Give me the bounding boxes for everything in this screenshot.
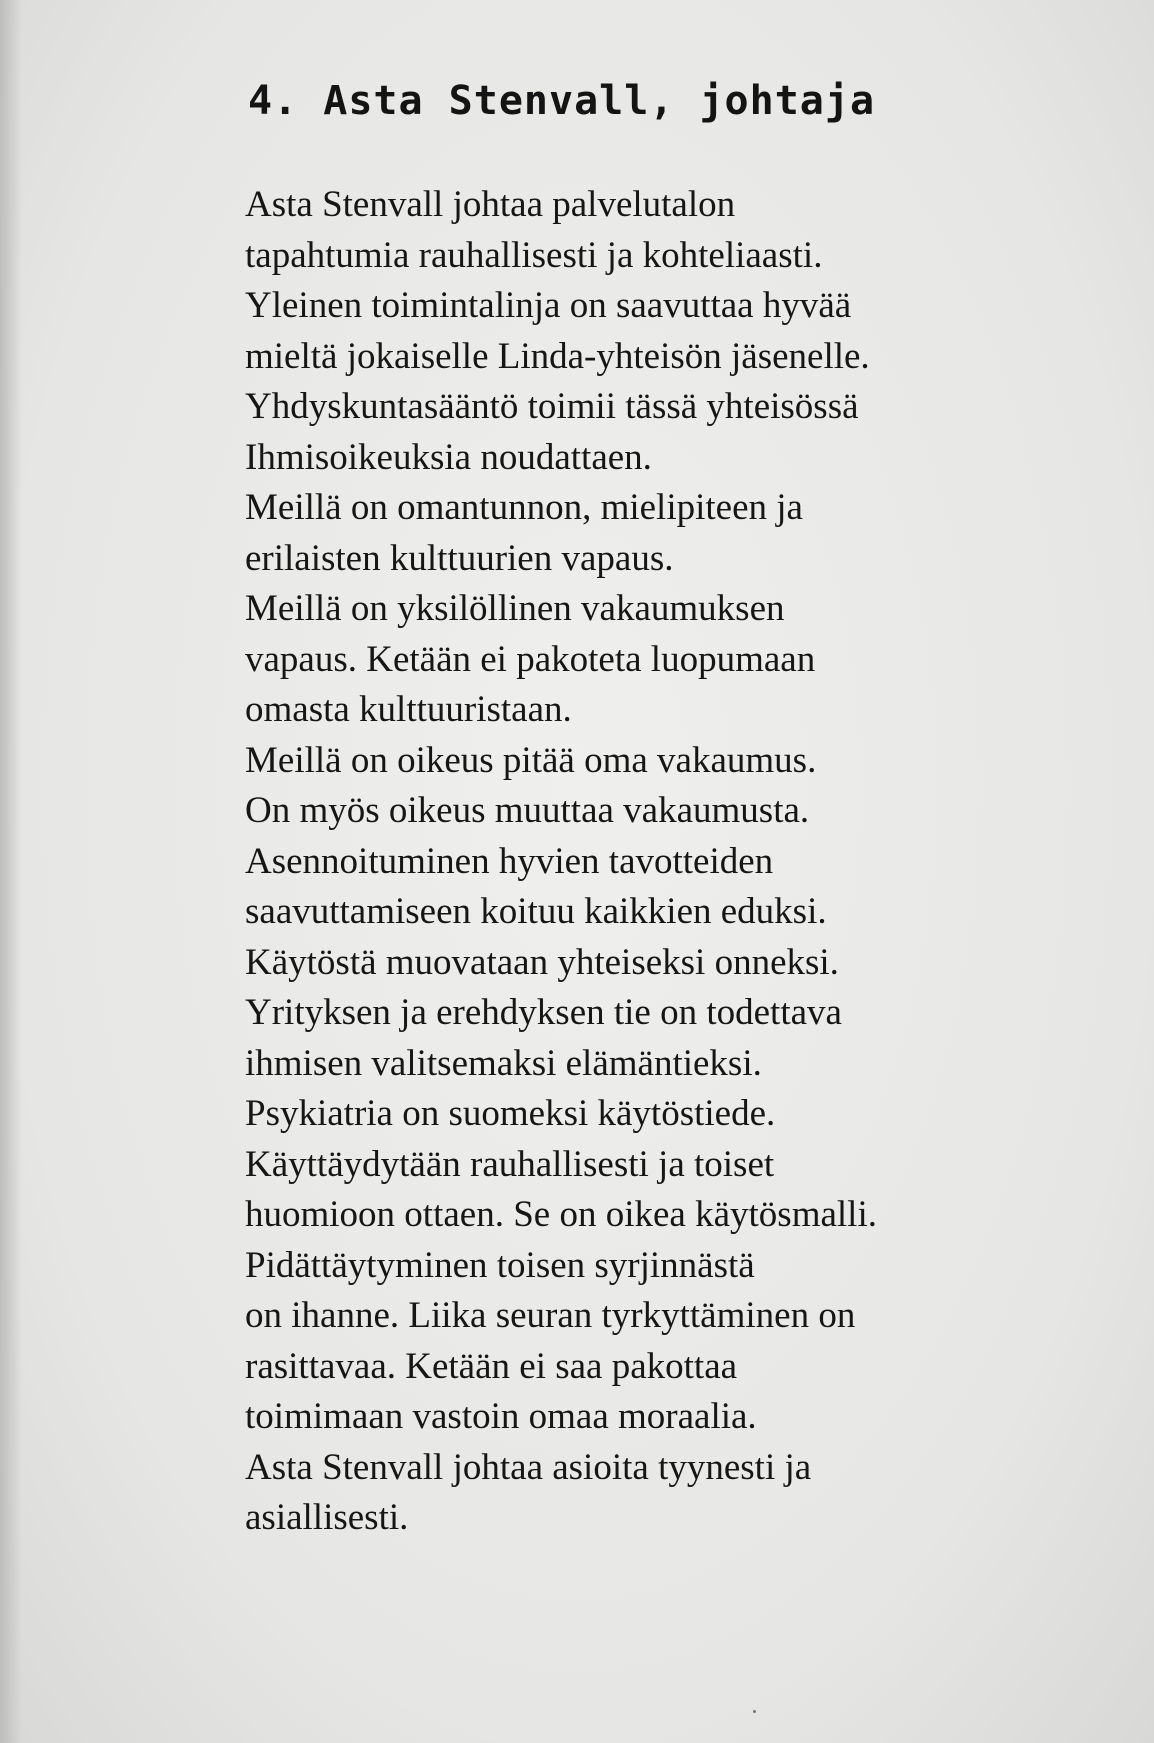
text-line: Meillä on yksilöllinen vakaumuksen <box>245 588 785 629</box>
page-edge-shadow <box>0 0 22 1743</box>
body-text <box>245 180 1105 1544</box>
text-line: tapahtumia rauhallisesti ja kohteliaasti. <box>245 234 823 276</box>
text-line: Psykiatria on suomeksi käytöstiede. <box>245 1093 776 1134</box>
text-line: asiallisesti. <box>245 1497 409 1538</box>
text-line: erilaisten kulttuurien vapaus. <box>245 537 674 579</box>
text-line: Asta Stenvall johtaa palvelutalon <box>245 184 736 225</box>
text-line: on ihanne. Liika seuran tyrkyttäminen on <box>245 1295 856 1336</box>
text-line: rasittavaa. Ketään ei saa pakottaa <box>245 1345 738 1387</box>
text-line: Ihmisoikeuksia noudattaen. <box>245 436 652 478</box>
text-line: Asta Stenvall johtaa asioita tyynesti ja <box>245 1446 812 1488</box>
text-line: omasta kulttuuristaan. <box>245 689 572 730</box>
text-line: Pidättäytyminen toisen syrjinnästä <box>245 1244 755 1286</box>
text-line: Käyttäydytään rauhallisesti ja toiset <box>245 1143 775 1185</box>
scan-speck <box>753 1710 756 1713</box>
text-line: Käytöstä muovataan yhteiseksi onneksi. <box>245 941 839 983</box>
text-line: mieltä jokaiselle Linda-yhteisön jäsenelle. <box>245 335 870 377</box>
text-line: Asennoituminen hyvien tavotteiden <box>245 840 774 882</box>
text-line: Meillä on omantunnon, mielipiteen ja <box>245 487 803 528</box>
text-line: saavuttamiseen koituu kaikkien eduksi. <box>245 891 827 932</box>
section-heading: 4. Asta Stenvall, johtaja <box>248 78 876 124</box>
text-line: Yrityksen ja erehdyksen tie on todettava <box>245 992 842 1033</box>
text-line: Yhdyskuntasääntö toimii tässä yhteisössä <box>245 386 859 427</box>
text-line: ihmisen valitsemaksi elämäntieksi. <box>245 1042 762 1084</box>
text-line: Meillä on oikeus pitää oma vakaumus. <box>245 739 817 781</box>
text-line: On myös oikeus muuttaa vakaumusta. <box>245 790 810 831</box>
text-line: huomioon ottaen. Se on oikea käytösmalli. <box>245 1194 877 1235</box>
text-line: vapaus. Ketään ei pakoteta luopumaan <box>245 638 816 680</box>
text-line: Yleinen toimintalinja on saavuttaa hyvää <box>245 285 852 326</box>
text-line: toimimaan vastoin omaa moraalia. <box>245 1396 757 1437</box>
